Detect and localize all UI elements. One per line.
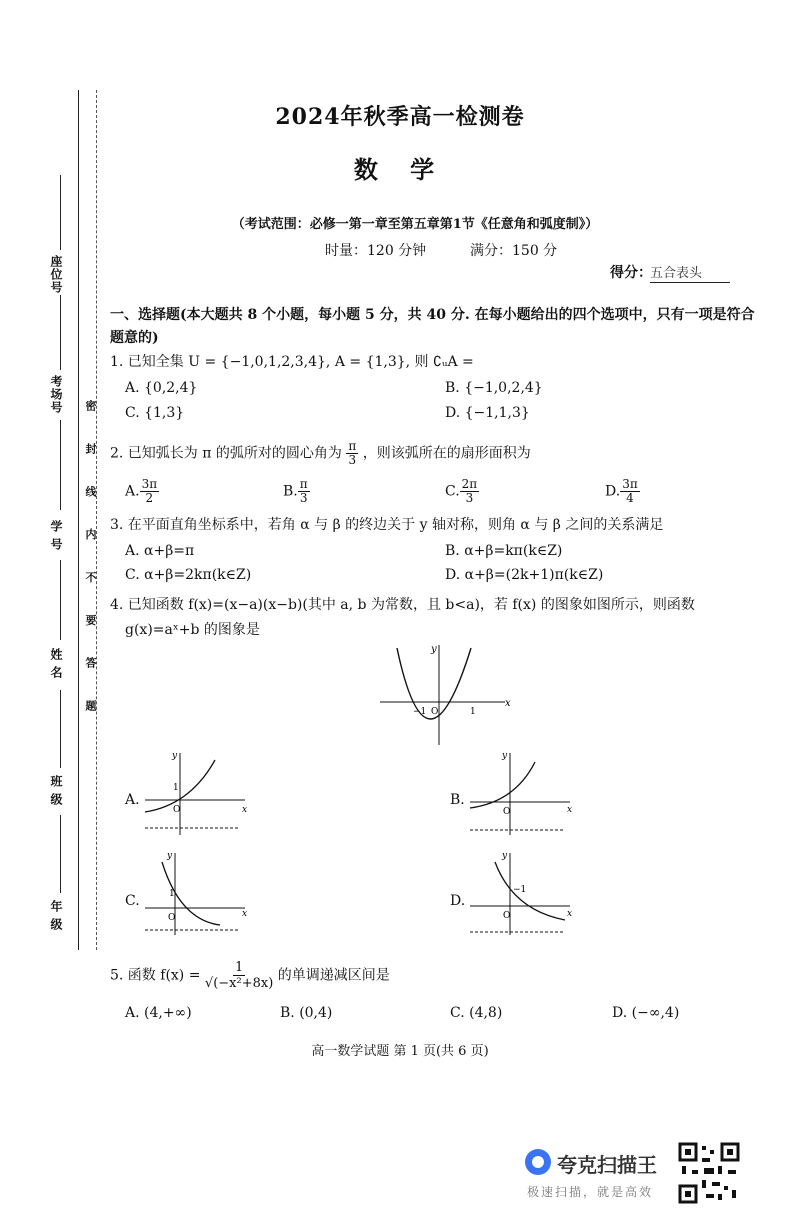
svg-text:−1: −1 — [413, 707, 427, 717]
exam-scope: （考试范围：必修一第一章至第五章第1节《任意角和弧度制》） — [231, 217, 599, 232]
q2-stem-pre: 2. 已知弧长为 π 的弧所对的圆心角为 — [110, 445, 342, 462]
q5-stem — [110, 960, 390, 991]
svg-text:1: 1 — [470, 707, 476, 717]
q5-option-a[interactable]: A. (4,+∞) — [125, 1005, 192, 1021]
q2-option-d[interactable]: D. $\frac{3\pi}{4}$ — [605, 477, 638, 505]
scanner-brand: 夸克扫描王 — [557, 1153, 657, 1177]
q4-option-c-graph[interactable] — [140, 850, 250, 940]
svg-text:x: x — [242, 909, 248, 919]
score-field[interactable] — [650, 262, 730, 283]
score-label: 得分： — [610, 265, 652, 281]
exam-time: 时量：120 分钟 — [325, 243, 427, 259]
svg-text:y: y — [167, 851, 173, 861]
svg-text:O: O — [503, 911, 511, 921]
q1-option-c[interactable]: C. {1,3} — [125, 405, 185, 421]
page-footer: 高一数学试题 第 1 页(共 6 页) — [311, 1044, 489, 1059]
margin-name-label: 姓 名 — [49, 648, 63, 680]
q4-option-b-label[interactable]: B. — [450, 792, 465, 808]
q1-option-a[interactable]: A. {0,2,4} — [125, 380, 198, 396]
q1-option-b[interactable]: B. {−1,0,2,4} — [445, 380, 543, 396]
margin-class-field[interactable] — [60, 690, 61, 768]
margin-exam-room-field[interactable] — [60, 295, 61, 370]
margin-student-no-field[interactable] — [60, 420, 61, 510]
q1-option-d[interactable]: D. {−1,1,3} — [445, 405, 530, 421]
svg-text:O: O — [503, 807, 511, 817]
margin-exam-room-label: 考场号 — [49, 375, 63, 414]
svg-text:O: O — [168, 913, 176, 923]
q2-option-b[interactable]: B. $\frac{\pi}{3}$ — [283, 477, 308, 505]
q4-stem-line2: g(x)=aˣ+b 的图象是 — [125, 622, 260, 638]
score-value: 五合表头 — [650, 266, 703, 281]
svg-text:x: x — [567, 909, 573, 919]
q4-option-a-graph[interactable] — [140, 750, 250, 840]
section1-heading: 一、选择题(本大题共 8 个小题，每小题 5 分，共 40 分. 在每小题给出的四个选项中，只有一项是符合 — [110, 307, 755, 323]
q5-option-b[interactable]: B. (0,4) — [280, 1005, 333, 1021]
svg-text:y: y — [172, 751, 178, 761]
qr-code-icon — [678, 1142, 740, 1204]
q5-option-d[interactable]: D. (−∞,4) — [612, 1005, 680, 1021]
svg-text:x: x — [505, 698, 511, 709]
scanner-logo-icon — [525, 1149, 551, 1175]
subject-title: 数 学 — [353, 155, 447, 184]
q2-stem-post: ，则该弧所在的扇形面积为 — [362, 445, 531, 462]
margin-grade-label: 年 级 — [49, 900, 63, 932]
q4-parabola-figure — [375, 640, 515, 750]
exam-full-score: 满分：150 分 — [470, 243, 558, 259]
q2-option-a[interactable]: A. $\frac{3\pi}{2}$ — [125, 477, 158, 505]
q4-option-b-graph[interactable] — [465, 750, 575, 840]
svg-text:O: O — [173, 805, 181, 815]
svg-text:y: y — [502, 851, 508, 861]
svg-text:1: 1 — [173, 783, 179, 793]
svg-text:O: O — [431, 707, 439, 717]
margin-student-no-label: 学 号 — [49, 520, 63, 552]
q3-option-c[interactable]: C. α+β=2kπ(k∈Z) — [125, 567, 252, 583]
q4-option-c-label[interactable]: C. — [125, 893, 140, 909]
section1-heading-cont: 题意的) — [110, 330, 159, 346]
q4-stem-line1: 4. 已知函数 f(x)=(x−a)(x−b)(其中 a, b 为常数，且 b<a)，若 f(x) 的图象如图所示，则函数 — [110, 597, 695, 613]
q3-option-a[interactable]: A. α+β=π — [125, 543, 195, 559]
svg-text:x: x — [242, 805, 248, 815]
q2-stem — [110, 440, 531, 467]
q2-option-c[interactable]: C. $\frac{2\pi}{3}$ — [445, 477, 478, 505]
scanner-watermark — [525, 1145, 675, 1205]
q3-option-b[interactable]: B. α+β=kπ(k∈Z) — [445, 543, 563, 559]
q1-stem: 1. 已知全集 U = {−1,0,1,2,3,4}, A = {1,3}, 则 ∁ᵤA = — [110, 354, 474, 370]
margin-name-field[interactable] — [60, 560, 61, 640]
q4-option-d-label[interactable]: D. — [450, 893, 466, 909]
svg-text:1: 1 — [169, 889, 175, 899]
scanner-slogan: 极速扫描，就是高效 — [527, 1185, 654, 1199]
q5-option-c[interactable]: C. (4,8) — [450, 1005, 503, 1021]
svg-text:−1: −1 — [513, 885, 527, 895]
q2-angle-fraction: $\frac{\pi}{3}$ — [348, 439, 357, 467]
svg-text:x: x — [567, 805, 573, 815]
svg-text:y: y — [502, 751, 508, 761]
svg-text:y: y — [431, 644, 437, 655]
q5-stem-pre: 5. 函数 f(x) = — [110, 967, 201, 984]
q3-option-d[interactable]: D. α+β=(2k+1)π(k∈Z) — [445, 567, 604, 583]
q4-option-a-label[interactable]: A. — [125, 792, 140, 808]
margin-class-label: 班 级 — [49, 775, 63, 807]
q5-fraction: $\frac{1}{\text{√(−x²+8x)}}$ — [204, 960, 274, 991]
margin-grade-field[interactable] — [60, 815, 61, 893]
q4-option-d-graph[interactable] — [465, 850, 575, 940]
exam-title: 2024年秋季高一检测卷 — [275, 104, 525, 130]
margin-seat-label: 座位号 — [49, 255, 63, 294]
margin-seal-text: 密 封 线 内 不 要 答 题 — [84, 400, 97, 725]
q3-stem: 3. 在平面直角坐标系中，若角 α 与 β 的终边关于 y 轴对称，则角 α 与 β 之间的关系满足 — [110, 517, 664, 533]
q5-stem-post: 的单调递减区间是 — [277, 967, 390, 984]
